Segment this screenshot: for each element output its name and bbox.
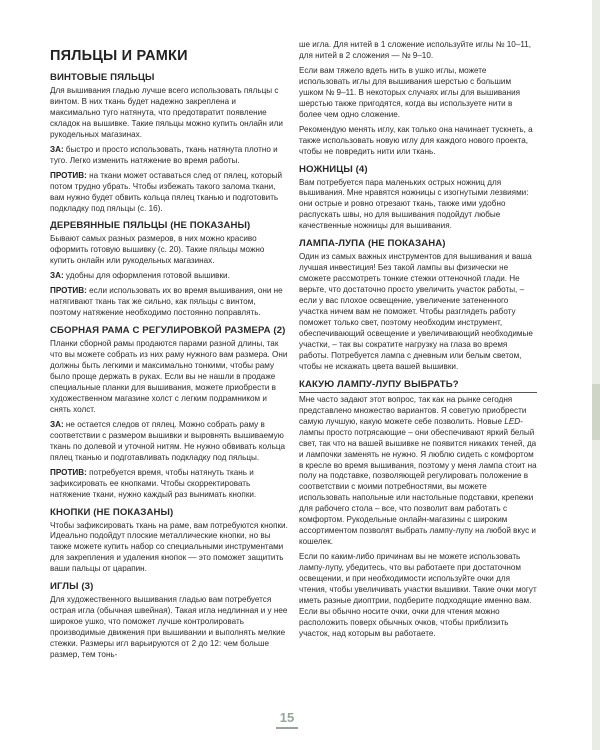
paragraph-pro bbox=[50, 271, 288, 282]
con-label: ПРОТИВ: bbox=[50, 467, 87, 477]
pro-text: удобны для оформления готовой вышивки. bbox=[63, 271, 230, 281]
paragraph: Рекомендую менять иглу, как только она начинает тускнеть, а также использовать новую иглу для каждого нового проекта, чтобы не повредить нити или ткань. bbox=[299, 124, 533, 156]
side-bar-marker bbox=[592, 384, 600, 440]
paragraph: Для вышивания гладью лучше всего использовать пяльцы с винтом. В них ткань будет надежно закреплена и максимально туго натянута, что предотвратит появление складок на вышивке. Такие пяльцы можно купить онлайн или рукодельных магазинах. bbox=[50, 86, 283, 139]
section-heading-which-lamp: КАКУЮ ЛАМПУ-ЛУПУ ВЫБРАТЬ? bbox=[299, 379, 537, 393]
paragraph: Один из самых важных инструментов для вышивания и ваша лучшая инвестиция! Без такой лампы вы физически не сможете рассмотреть тонкие стежки оттеночной глади. Не верьте, что достаточно просто увеличить участок работы, – если у вас плохое освещение, увеличение затененного участка ничем вам не поможет. Чтобы разглядеть работу поможет только свет, поэтому необходим инструмент, обеспечивающий освещение и увеличивающий необходимые участки, – так вы сократите нагрузку на глаза во время работы. Потребуется лампа с дневным или белым светом, чтобы не искажать цвета вашей вышивки. bbox=[299, 252, 533, 371]
paragraph-pro bbox=[50, 420, 288, 464]
con-text: если использовать их во время вышивания, они не натягивают ткань так же сильно, как пяльцы с винтом, поэтому натяжение необходимо постоянно поправлять. bbox=[50, 286, 283, 318]
page-number-underline bbox=[276, 727, 298, 729]
con-text: на ткани может оставаться след от пялец, который потом трудно убрать. Чтобы избежать такого залома ткани, вам нужно будет обвить кольца пялец тканью и подготовить подкладку под пяльцы (с. 16). bbox=[50, 170, 283, 213]
paragraph: Бывают самых разных размеров, в них можно красиво оформить готовую вышивку (с. 20). Такие пяльцы можно купить онлайн или рукодельных магазинах. bbox=[50, 234, 265, 266]
left-column bbox=[50, 40, 288, 665]
section-heading-screw-hoops: ВИНТОВЫЕ ПЯЛЬЦЫ bbox=[50, 72, 155, 83]
section-heading-scissors: НОЖНИЦЫ (4) bbox=[299, 163, 368, 175]
section-heading-magnifier-lamp: ЛАМПА-ЛУПА (НЕ ПОКАЗАНА) bbox=[299, 238, 446, 250]
con-label: ПРОТИВ: bbox=[50, 170, 87, 180]
paragraph: Для художественного вышивания гладью вам потребуется острая игла (обычная швейная). Такая игла недлинная и у нее широкое ушко, что поможет лучше контролировать производимые движения при вышивании и выполнять мелкие стежки. Размеры игл варьируются от 2 до 12: чем больше размер, тем тонь- bbox=[50, 595, 288, 660]
con-text: потребуется время, чтобы натянуть ткань и зафиксировать ее кнопками. Чтобы скорректировать натяжение ткани, нужно каждый раз вынимать кнопки. bbox=[50, 467, 257, 499]
text-run: -лампы просто потрясающие – они обеспечивают яркий белый свет, так что на вашей вышивке не появится никаких теней, да и лампочки заменять не нужно. Я люблю сидеть с комфортом в кресле во время вышивания, поэтому у меня лампа стоит на полу на подставке, позволяющей регулировать положение в соответствии с моими потребностями, вы можете использовать напольные или настольные подставки, крепежи для рабочего стола – все, что позволит вам работать с комфортом. Рукодельные онлайн-магазины с широким ассортиментом позволят выбрать лампу-лупу на любой вкус и кошелек. bbox=[299, 416, 537, 547]
pro-text: быстро и просто использовать, ткань натянута плотно и туго. Легко изменить натяжение во время работы. bbox=[50, 144, 278, 165]
paragraph: Если вам тяжело вдеть нить в ушко иглы, можете использовать иглы для вышивания шерстью с большим ушком № 9–11. В некоторых случаях иглы для вышивания шерстью также пригодятся, когда вы используете нити в более чем одно сложение. bbox=[299, 65, 521, 119]
paragraph bbox=[299, 395, 537, 548]
paragraph: ше игла. Для нитей в 1 сложение используйте иглы № 10–11, для нитей в 2 сложения — № 9–10. bbox=[299, 40, 532, 60]
paragraph: Если по каким-либо причинам вы не можете использовать лампу-лупу, убедитесь, что вы работаете при достаточном освещении, и при необходимости используйте очки для чтения, чтобы увеличивать участки вышивки. Такие очки могут иметь разные диоптрии, подберите подходящие именно вам. Если вы обычно носите очки, очки для чтения можно расположить поверх обычных очков, чтобы приблизить участок, над которым вы работаете. bbox=[299, 552, 537, 638]
pro-label: ЗА: bbox=[50, 419, 64, 429]
paragraph-con bbox=[50, 468, 288, 501]
paragraph-pro bbox=[50, 145, 288, 167]
paragraph: Вам потребуется пара маленьких острых ножниц для вышивания. Мне нравятся ножницы с изогнутыми лезвиями: они острые и ровно отрезают ткань, также ими удобно распускать швы, но для вышивания подойдут любые качественные ножницы для вышивания. bbox=[299, 177, 529, 231]
section-heading-adjustable-frame: СБОРНАЯ РАМА С РЕГУЛИРОВКОЙ РАЗМЕРА (2) bbox=[50, 325, 286, 337]
pro-text: не остается следов от пялец. Можно собрать раму в соответствии с размером вышивки и выровнять вышиваемую ткань по долевой и уточной нитям. Не нужно обвивать кольца пялец тканью и подготавливать подкладку под пяльцы. bbox=[50, 419, 286, 462]
con-label: ПРОТИВ: bbox=[50, 286, 87, 296]
section-heading-needles: ИГЛЫ (3) bbox=[50, 581, 94, 593]
pro-label: ЗА: bbox=[50, 271, 64, 281]
right-column bbox=[299, 40, 537, 644]
paragraph-con bbox=[50, 286, 288, 319]
led-term: LED bbox=[504, 416, 521, 426]
page-title: ПЯЛЬЦЫ И РАМКИ bbox=[50, 48, 188, 64]
paragraph: Планки сборной рамы продаются парами разной длины, так что вы можете собрать из них раму нужного вам размера. Они должны быть легкими и максимально тонкими, чтобы раму было проще держать в руках. Если вы не нашли в продаже специальные планки для вышивания, можете приобрести в художественном магазине холст с легким подрамником и снять холст. bbox=[50, 339, 288, 414]
side-bar bbox=[592, 0, 600, 750]
section-heading-wooden-hoops: ДЕРЕВЯННЫЕ ПЯЛЬЦЫ (НЕ ПОКАЗАНЫ) bbox=[50, 220, 251, 232]
paragraph: Чтобы зафиксировать ткань на раме, вам потребуются кнопки. Идеально подойдут плоские металлические кнопки, но вы также можете купить набор со специальными инструментами для закрепления и удаления кнопок — это поможет защитить ваши пальцы от царапин. bbox=[50, 520, 288, 574]
section-heading-pins: КНОПКИ (НЕ ПОКАЗАНЫ) bbox=[50, 506, 174, 518]
paragraph-con bbox=[50, 171, 288, 215]
page-number: 15 bbox=[279, 710, 295, 725]
text-run: Мне часто задают этот вопрос, так как на рынке сегодня представлено множество вариантов. Я советую приобрести самую лучшую, какую можете себе позволить. Новые bbox=[299, 394, 527, 426]
pro-label: ЗА: bbox=[50, 144, 64, 154]
